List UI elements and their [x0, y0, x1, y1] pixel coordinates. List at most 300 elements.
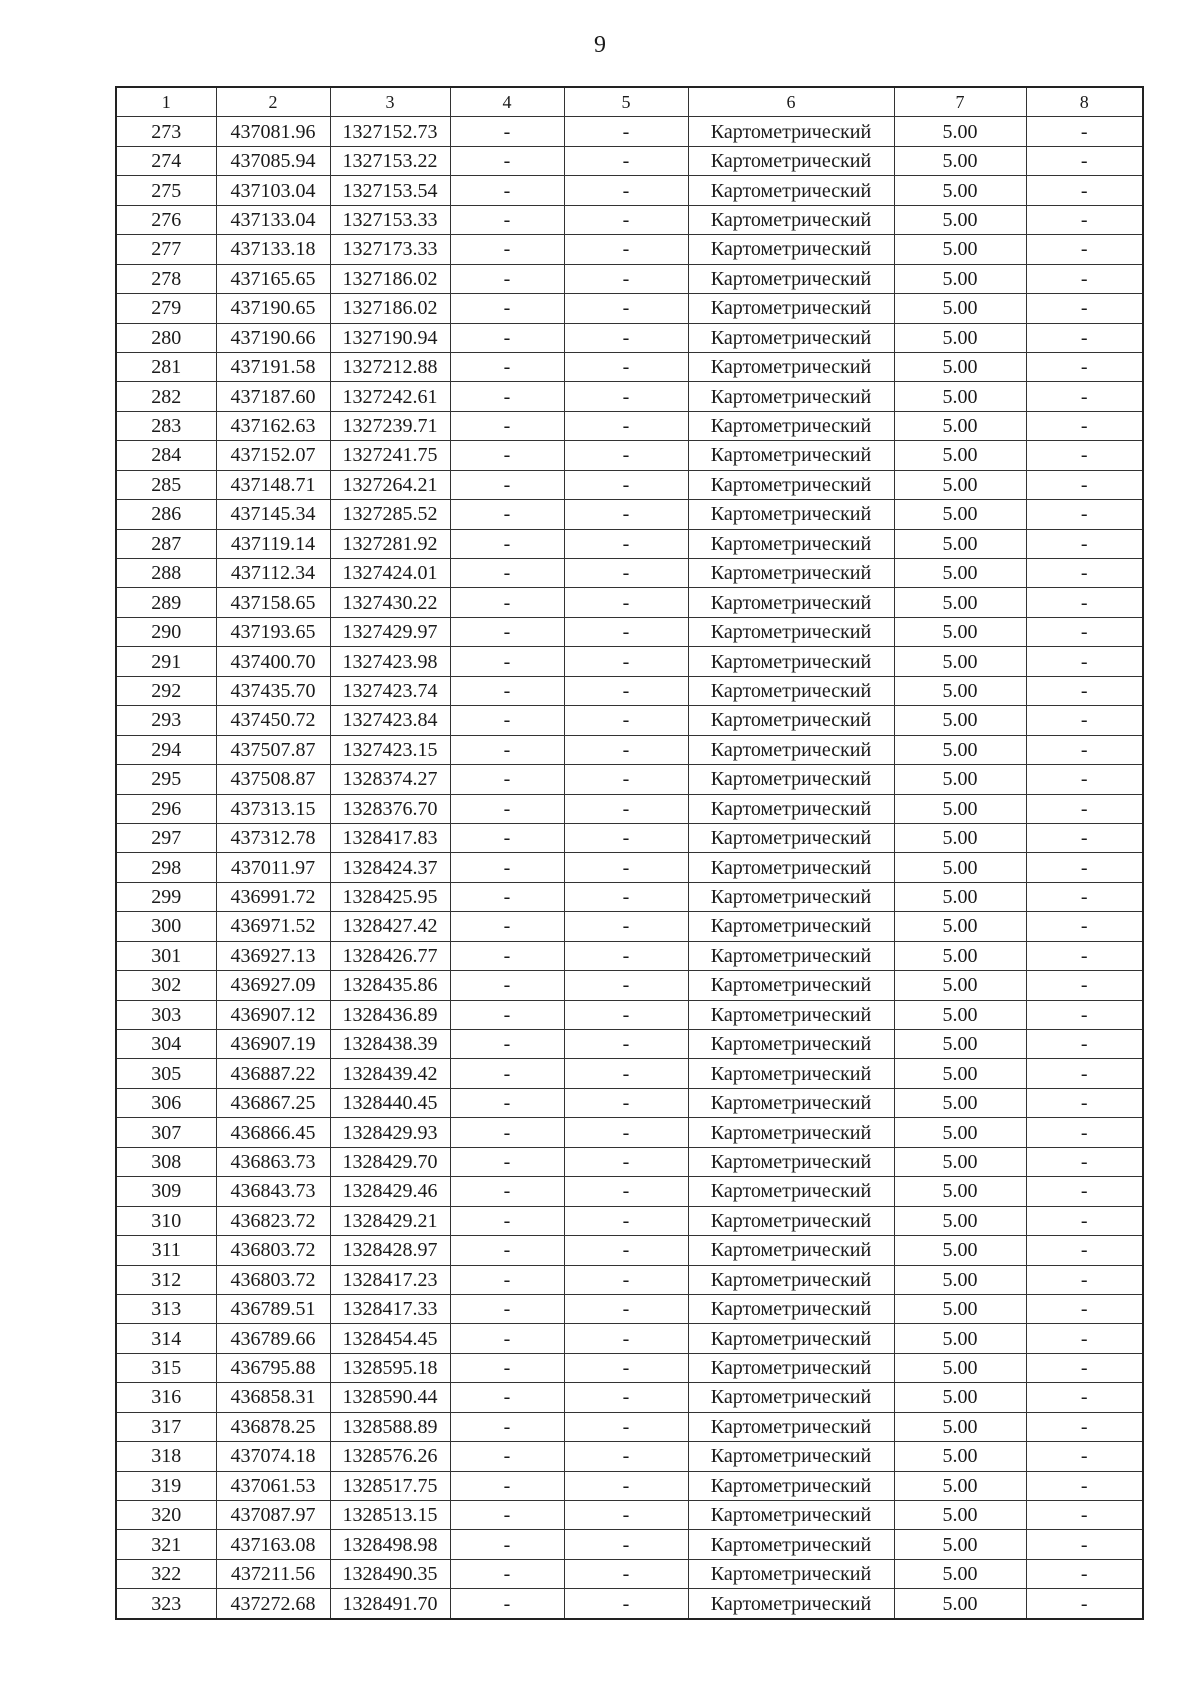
x-coordinate-cell: 436927.09 — [216, 971, 330, 1000]
column-4-cell: - — [450, 1147, 564, 1176]
table-row — [116, 882, 1143, 911]
column-4-cell: - — [450, 971, 564, 1000]
accuracy-cell: 5.00 — [894, 1294, 1026, 1323]
method-cell: Картометрический — [688, 676, 894, 705]
table-row — [116, 1559, 1143, 1588]
column-8-cell: - — [1026, 146, 1143, 175]
y-coordinate-cell: 1327430.22 — [330, 588, 450, 617]
table-row — [116, 1088, 1143, 1117]
point-number-cell: 288 — [116, 559, 216, 588]
table-row — [116, 971, 1143, 1000]
x-coordinate-cell: 436858.31 — [216, 1383, 330, 1412]
column-8-cell: - — [1026, 117, 1143, 146]
column-8-cell: - — [1026, 1530, 1143, 1559]
table-row — [116, 205, 1143, 234]
column-5-cell: - — [564, 352, 688, 381]
column-4-cell: - — [450, 235, 564, 264]
accuracy-cell: 5.00 — [894, 1030, 1026, 1059]
column-5-cell: - — [564, 1471, 688, 1500]
method-cell: Картометрический — [688, 912, 894, 941]
table-row — [116, 1589, 1143, 1619]
x-coordinate-cell: 437450.72 — [216, 706, 330, 735]
method-cell: Картометрический — [688, 1353, 894, 1382]
column-header: 5 — [564, 87, 688, 117]
method-cell: Картометрический — [688, 941, 894, 970]
column-4-cell: - — [450, 146, 564, 175]
column-5-cell: - — [564, 176, 688, 205]
x-coordinate-cell: 436863.73 — [216, 1147, 330, 1176]
point-number-cell: 281 — [116, 352, 216, 381]
table-row — [116, 765, 1143, 794]
column-5-cell: - — [564, 1383, 688, 1412]
coordinates-table — [115, 86, 1144, 1620]
point-number-cell: 279 — [116, 294, 216, 323]
accuracy-cell: 5.00 — [894, 1088, 1026, 1117]
table-row — [116, 617, 1143, 646]
accuracy-cell: 5.00 — [894, 1559, 1026, 1588]
y-coordinate-cell: 1328376.70 — [330, 794, 450, 823]
y-coordinate-cell: 1327423.98 — [330, 647, 450, 676]
x-coordinate-cell: 437435.70 — [216, 676, 330, 705]
table-row — [116, 1177, 1143, 1206]
column-8-cell: - — [1026, 853, 1143, 882]
x-coordinate-cell: 437165.65 — [216, 264, 330, 293]
x-coordinate-cell: 436907.19 — [216, 1030, 330, 1059]
x-coordinate-cell: 436789.66 — [216, 1324, 330, 1353]
y-coordinate-cell: 1328440.45 — [330, 1088, 450, 1117]
column-5-cell: - — [564, 1412, 688, 1441]
y-coordinate-cell: 1327281.92 — [330, 529, 450, 558]
column-5-cell: - — [564, 559, 688, 588]
table-row — [116, 1501, 1143, 1530]
x-coordinate-cell: 437187.60 — [216, 382, 330, 411]
point-number-cell: 322 — [116, 1559, 216, 1588]
accuracy-cell: 5.00 — [894, 1059, 1026, 1088]
method-cell: Картометрический — [688, 735, 894, 764]
table-row — [116, 352, 1143, 381]
accuracy-cell: 5.00 — [894, 235, 1026, 264]
point-number-cell: 312 — [116, 1265, 216, 1294]
column-5-cell: - — [564, 735, 688, 764]
method-cell: Картометрический — [688, 1442, 894, 1471]
y-coordinate-cell: 1327264.21 — [330, 470, 450, 499]
method-cell: Картометрический — [688, 794, 894, 823]
column-5-cell: - — [564, 264, 688, 293]
column-8-cell: - — [1026, 264, 1143, 293]
column-4-cell: - — [450, 1030, 564, 1059]
accuracy-cell: 5.00 — [894, 382, 1026, 411]
column-5-cell: - — [564, 205, 688, 234]
y-coordinate-cell: 1328424.37 — [330, 853, 450, 882]
column-8-cell: - — [1026, 1294, 1143, 1323]
accuracy-cell: 5.00 — [894, 1442, 1026, 1471]
y-coordinate-cell: 1327423.15 — [330, 735, 450, 764]
column-8-cell: - — [1026, 470, 1143, 499]
method-cell: Картометрический — [688, 1030, 894, 1059]
method-cell: Картометрический — [688, 470, 894, 499]
column-4-cell: - — [450, 323, 564, 352]
x-coordinate-cell: 437133.04 — [216, 205, 330, 234]
table-row — [116, 235, 1143, 264]
point-number-cell: 321 — [116, 1530, 216, 1559]
method-cell: Картометрический — [688, 1206, 894, 1235]
column-8-cell: - — [1026, 500, 1143, 529]
column-8-cell: - — [1026, 1559, 1143, 1588]
table-row — [116, 853, 1143, 882]
y-coordinate-cell: 1328490.35 — [330, 1559, 450, 1588]
column-8-cell: - — [1026, 352, 1143, 381]
method-cell: Картометрический — [688, 823, 894, 852]
column-4-cell: - — [450, 794, 564, 823]
column-4-cell: - — [450, 382, 564, 411]
y-coordinate-cell: 1327186.02 — [330, 294, 450, 323]
accuracy-cell: 5.00 — [894, 1471, 1026, 1500]
column-4-cell: - — [450, 1324, 564, 1353]
accuracy-cell: 5.00 — [894, 1177, 1026, 1206]
x-coordinate-cell: 437162.63 — [216, 411, 330, 440]
y-coordinate-cell: 1327423.74 — [330, 676, 450, 705]
point-number-cell: 309 — [116, 1177, 216, 1206]
y-coordinate-cell: 1327423.84 — [330, 706, 450, 735]
column-5-cell: - — [564, 971, 688, 1000]
column-4-cell: - — [450, 1294, 564, 1323]
accuracy-cell: 5.00 — [894, 441, 1026, 470]
y-coordinate-cell: 1328590.44 — [330, 1383, 450, 1412]
point-number-cell: 302 — [116, 971, 216, 1000]
column-4-cell: - — [450, 1383, 564, 1412]
table-row — [116, 441, 1143, 470]
column-8-cell: - — [1026, 912, 1143, 941]
point-number-cell: 278 — [116, 264, 216, 293]
accuracy-cell: 5.00 — [894, 765, 1026, 794]
accuracy-cell: 5.00 — [894, 823, 1026, 852]
table-row — [116, 1118, 1143, 1147]
column-5-cell: - — [564, 1118, 688, 1147]
column-4-cell: - — [450, 1589, 564, 1619]
y-coordinate-cell: 1327186.02 — [330, 264, 450, 293]
column-8-cell: - — [1026, 411, 1143, 440]
table-row — [116, 706, 1143, 735]
y-coordinate-cell: 1327424.01 — [330, 559, 450, 588]
column-4-cell: - — [450, 735, 564, 764]
point-number-cell: 299 — [116, 882, 216, 911]
x-coordinate-cell: 437112.34 — [216, 559, 330, 588]
table-row — [116, 1206, 1143, 1235]
y-coordinate-cell: 1328417.83 — [330, 823, 450, 852]
column-5-cell: - — [564, 1265, 688, 1294]
column-8-cell: - — [1026, 1118, 1143, 1147]
point-number-cell: 317 — [116, 1412, 216, 1441]
table-body — [116, 117, 1143, 1619]
method-cell: Картометрический — [688, 1471, 894, 1500]
column-8-cell: - — [1026, 1589, 1143, 1619]
x-coordinate-cell: 437061.53 — [216, 1471, 330, 1500]
point-number-cell: 295 — [116, 765, 216, 794]
x-coordinate-cell: 437191.58 — [216, 352, 330, 381]
column-header: 3 — [330, 87, 450, 117]
table-row — [116, 146, 1143, 175]
table-row — [116, 1030, 1143, 1059]
point-number-cell: 290 — [116, 617, 216, 646]
column-5-cell: - — [564, 1177, 688, 1206]
point-number-cell: 289 — [116, 588, 216, 617]
column-8-cell: - — [1026, 794, 1143, 823]
y-coordinate-cell: 1328517.75 — [330, 1471, 450, 1500]
point-number-cell: 320 — [116, 1501, 216, 1530]
column-8-cell: - — [1026, 559, 1143, 588]
x-coordinate-cell: 437507.87 — [216, 735, 330, 764]
table-row — [116, 1324, 1143, 1353]
column-4-cell: - — [450, 1000, 564, 1029]
method-cell: Картометрический — [688, 617, 894, 646]
accuracy-cell: 5.00 — [894, 1412, 1026, 1441]
column-4-cell: - — [450, 1265, 564, 1294]
y-coordinate-cell: 1328417.23 — [330, 1265, 450, 1294]
column-8-cell: - — [1026, 676, 1143, 705]
accuracy-cell: 5.00 — [894, 1147, 1026, 1176]
y-coordinate-cell: 1327212.88 — [330, 352, 450, 381]
column-8-cell: - — [1026, 294, 1143, 323]
column-5-cell: - — [564, 912, 688, 941]
method-cell: Картометрический — [688, 1294, 894, 1323]
y-coordinate-cell: 1328429.46 — [330, 1177, 450, 1206]
y-coordinate-cell: 1328513.15 — [330, 1501, 450, 1530]
accuracy-cell: 5.00 — [894, 117, 1026, 146]
accuracy-cell: 5.00 — [894, 1353, 1026, 1382]
column-5-cell: - — [564, 294, 688, 323]
table-row — [116, 1353, 1143, 1382]
table-row — [116, 1412, 1143, 1441]
table-row — [116, 823, 1143, 852]
point-number-cell: 323 — [116, 1589, 216, 1619]
table-row — [116, 323, 1143, 352]
column-8-cell: - — [1026, 441, 1143, 470]
table-row — [116, 941, 1143, 970]
method-cell: Картометрический — [688, 1000, 894, 1029]
point-number-cell: 310 — [116, 1206, 216, 1235]
column-4-cell: - — [450, 617, 564, 646]
column-5-cell: - — [564, 323, 688, 352]
column-4-cell: - — [450, 205, 564, 234]
column-4-cell: - — [450, 1412, 564, 1441]
table-row — [116, 676, 1143, 705]
column-4-cell: - — [450, 411, 564, 440]
method-cell: Картометрический — [688, 1059, 894, 1088]
x-coordinate-cell: 436991.72 — [216, 882, 330, 911]
column-4-cell: - — [450, 470, 564, 499]
accuracy-cell: 5.00 — [894, 323, 1026, 352]
column-5-cell: - — [564, 146, 688, 175]
method-cell: Картометрический — [688, 1147, 894, 1176]
table-row — [116, 294, 1143, 323]
table-row — [116, 1383, 1143, 1412]
table-row — [116, 1236, 1143, 1265]
column-4-cell: - — [450, 264, 564, 293]
x-coordinate-cell: 436843.73 — [216, 1177, 330, 1206]
accuracy-cell: 5.00 — [894, 1589, 1026, 1619]
x-coordinate-cell: 436795.88 — [216, 1353, 330, 1382]
column-4-cell: - — [450, 559, 564, 588]
column-5-cell: - — [564, 823, 688, 852]
method-cell: Картометрический — [688, 1530, 894, 1559]
y-coordinate-cell: 1327239.71 — [330, 411, 450, 440]
y-coordinate-cell: 1328374.27 — [330, 765, 450, 794]
table-row — [116, 1294, 1143, 1323]
method-cell: Картометрический — [688, 500, 894, 529]
column-4-cell: - — [450, 1177, 564, 1206]
column-5-cell: - — [564, 1059, 688, 1088]
x-coordinate-cell: 436907.12 — [216, 1000, 330, 1029]
column-4-cell: - — [450, 912, 564, 941]
column-5-cell: - — [564, 1353, 688, 1382]
accuracy-cell: 5.00 — [894, 411, 1026, 440]
column-8-cell: - — [1026, 1206, 1143, 1235]
column-4-cell: - — [450, 676, 564, 705]
column-4-cell: - — [450, 1471, 564, 1500]
column-8-cell: - — [1026, 176, 1143, 205]
column-4-cell: - — [450, 882, 564, 911]
column-5-cell: - — [564, 1147, 688, 1176]
column-8-cell: - — [1026, 205, 1143, 234]
method-cell: Картометрический — [688, 588, 894, 617]
method-cell: Картометрический — [688, 1236, 894, 1265]
table-row — [116, 500, 1143, 529]
table-row — [116, 1471, 1143, 1500]
column-8-cell: - — [1026, 617, 1143, 646]
x-coordinate-cell: 436927.13 — [216, 941, 330, 970]
method-cell: Картометрический — [688, 1559, 894, 1588]
x-coordinate-cell: 437400.70 — [216, 647, 330, 676]
column-5-cell: - — [564, 1030, 688, 1059]
table-row — [116, 264, 1143, 293]
column-4-cell: - — [450, 294, 564, 323]
x-coordinate-cell: 437193.65 — [216, 617, 330, 646]
column-8-cell: - — [1026, 1324, 1143, 1353]
column-header: 2 — [216, 87, 330, 117]
accuracy-cell: 5.00 — [894, 794, 1026, 823]
method-cell: Картометрический — [688, 352, 894, 381]
column-4-cell: - — [450, 765, 564, 794]
x-coordinate-cell: 437081.96 — [216, 117, 330, 146]
column-8-cell: - — [1026, 882, 1143, 911]
x-coordinate-cell: 437152.07 — [216, 441, 330, 470]
column-5-cell: - — [564, 117, 688, 146]
column-8-cell: - — [1026, 1353, 1143, 1382]
method-cell: Картометрический — [688, 765, 894, 794]
column-8-cell: - — [1026, 647, 1143, 676]
accuracy-cell: 5.00 — [894, 882, 1026, 911]
column-4-cell: - — [450, 176, 564, 205]
table-row — [116, 470, 1143, 499]
column-4-cell: - — [450, 441, 564, 470]
y-coordinate-cell: 1328436.89 — [330, 1000, 450, 1029]
table-row — [116, 1147, 1143, 1176]
column-header: 1 — [116, 87, 216, 117]
point-number-cell: 319 — [116, 1471, 216, 1500]
column-5-cell: - — [564, 794, 688, 823]
x-coordinate-cell: 437085.94 — [216, 146, 330, 175]
accuracy-cell: 5.00 — [894, 1000, 1026, 1029]
method-cell: Картометрический — [688, 1177, 894, 1206]
x-coordinate-cell: 437190.65 — [216, 294, 330, 323]
method-cell: Картометрический — [688, 176, 894, 205]
column-8-cell: - — [1026, 588, 1143, 617]
column-5-cell: - — [564, 470, 688, 499]
column-5-cell: - — [564, 1236, 688, 1265]
x-coordinate-cell: 437148.71 — [216, 470, 330, 499]
x-coordinate-cell: 436971.52 — [216, 912, 330, 941]
method-cell: Картометрический — [688, 706, 894, 735]
y-coordinate-cell: 1327242.61 — [330, 382, 450, 411]
column-4-cell: - — [450, 1088, 564, 1117]
column-8-cell: - — [1026, 971, 1143, 1000]
y-coordinate-cell: 1328498.98 — [330, 1530, 450, 1559]
method-cell: Картометрический — [688, 647, 894, 676]
column-4-cell: - — [450, 352, 564, 381]
column-5-cell: - — [564, 676, 688, 705]
method-cell: Картометрический — [688, 559, 894, 588]
x-coordinate-cell: 437313.15 — [216, 794, 330, 823]
point-number-cell: 316 — [116, 1383, 216, 1412]
accuracy-cell: 5.00 — [894, 205, 1026, 234]
method-cell: Картометрический — [688, 1118, 894, 1147]
method-cell: Картометрический — [688, 1088, 894, 1117]
column-4-cell: - — [450, 1501, 564, 1530]
table-row — [116, 794, 1143, 823]
point-number-cell: 303 — [116, 1000, 216, 1029]
table-row — [116, 176, 1143, 205]
column-4-cell: - — [450, 706, 564, 735]
x-coordinate-cell: 436803.72 — [216, 1236, 330, 1265]
accuracy-cell: 5.00 — [894, 176, 1026, 205]
point-number-cell: 293 — [116, 706, 216, 735]
point-number-cell: 292 — [116, 676, 216, 705]
y-coordinate-cell: 1328417.33 — [330, 1294, 450, 1323]
column-8-cell: - — [1026, 1000, 1143, 1029]
column-8-cell: - — [1026, 382, 1143, 411]
method-cell: Картометрический — [688, 1501, 894, 1530]
method-cell: Картометрический — [688, 1412, 894, 1441]
y-coordinate-cell: 1328588.89 — [330, 1412, 450, 1441]
accuracy-cell: 5.00 — [894, 588, 1026, 617]
y-coordinate-cell: 1328576.26 — [330, 1442, 450, 1471]
x-coordinate-cell: 437190.66 — [216, 323, 330, 352]
column-8-cell: - — [1026, 1059, 1143, 1088]
point-number-cell: 304 — [116, 1030, 216, 1059]
point-number-cell: 287 — [116, 529, 216, 558]
point-number-cell: 280 — [116, 323, 216, 352]
accuracy-cell: 5.00 — [894, 294, 1026, 323]
accuracy-cell: 5.00 — [894, 853, 1026, 882]
table-row — [116, 1000, 1143, 1029]
accuracy-cell: 5.00 — [894, 500, 1026, 529]
column-8-cell: - — [1026, 1471, 1143, 1500]
x-coordinate-cell: 437272.68 — [216, 1589, 330, 1619]
table-row — [116, 1530, 1143, 1559]
page-number: 9 — [594, 32, 606, 58]
column-5-cell: - — [564, 941, 688, 970]
method-cell: Картометрический — [688, 1265, 894, 1294]
accuracy-cell: 5.00 — [894, 1324, 1026, 1353]
y-coordinate-cell: 1328428.97 — [330, 1236, 450, 1265]
point-number-cell: 291 — [116, 647, 216, 676]
x-coordinate-cell: 437133.18 — [216, 235, 330, 264]
column-5-cell: - — [564, 500, 688, 529]
table-row — [116, 735, 1143, 764]
method-cell: Картометрический — [688, 294, 894, 323]
column-8-cell: - — [1026, 735, 1143, 764]
column-5-cell: - — [564, 588, 688, 617]
